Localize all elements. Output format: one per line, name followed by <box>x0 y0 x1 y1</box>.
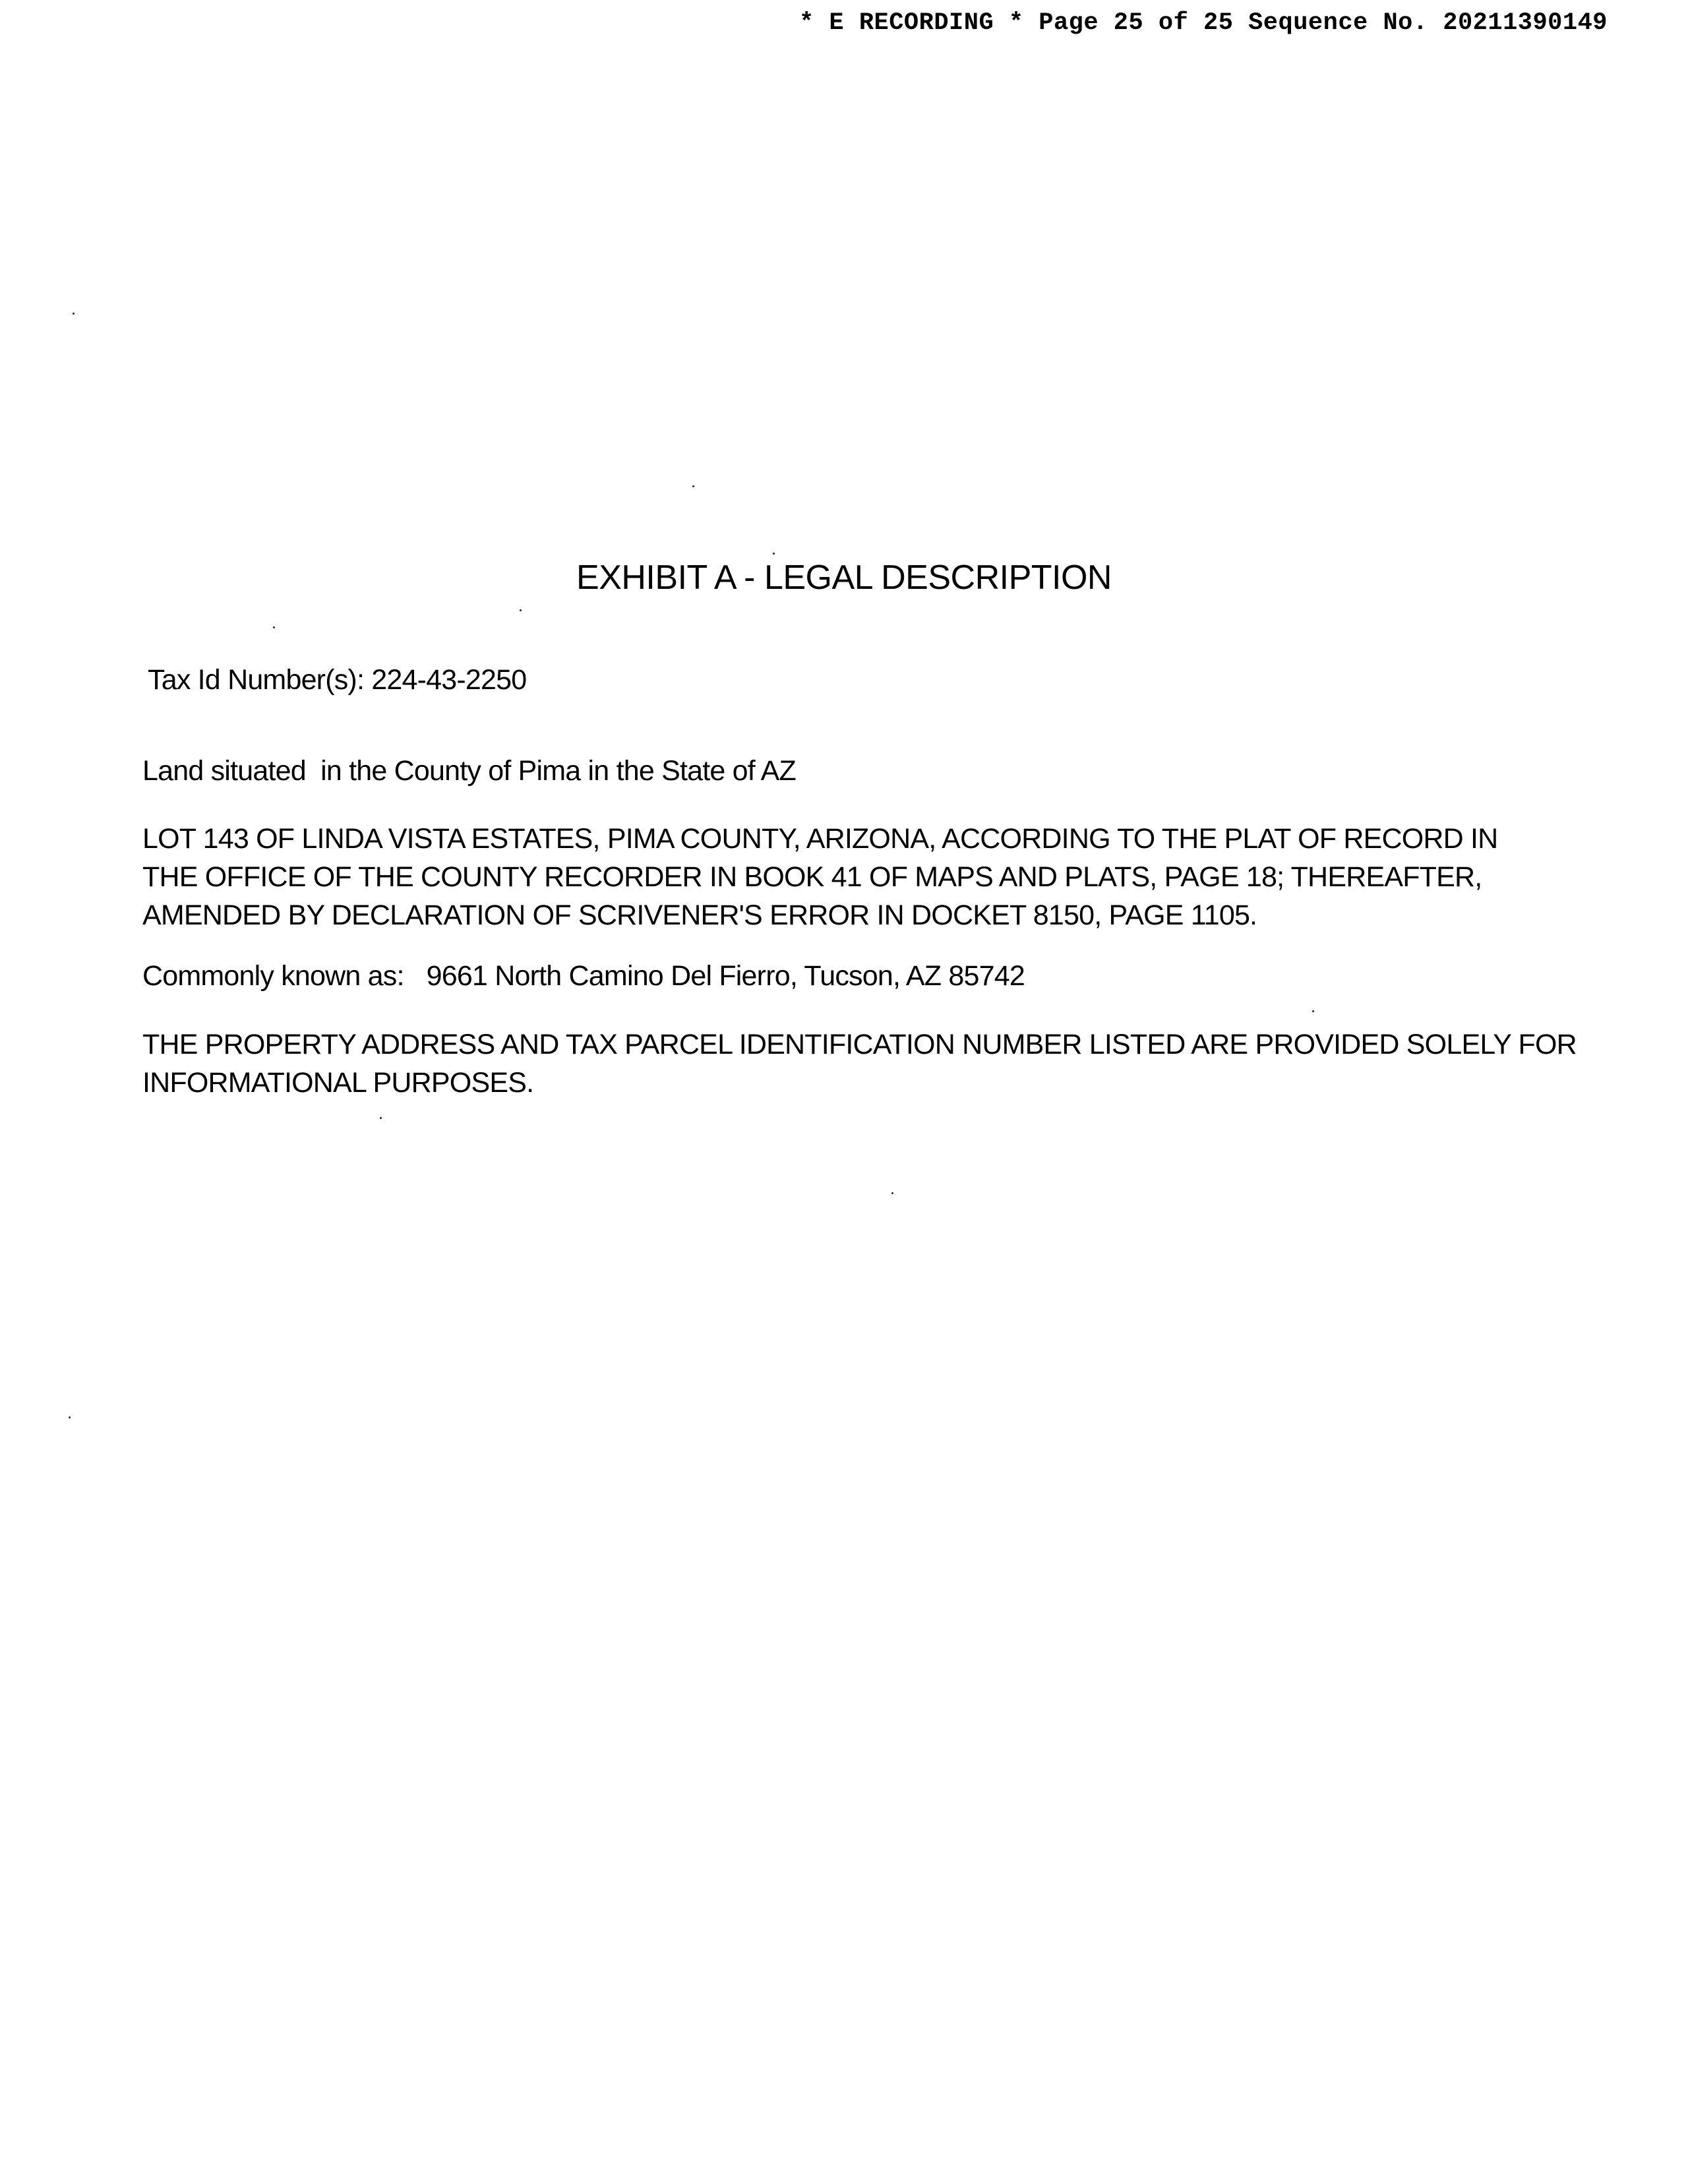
scan-speck <box>380 1117 382 1119</box>
scan-speck <box>1312 1010 1314 1012</box>
legal-description-line: AMENDED BY DECLARATION OF SCRIVENER'S ERROR IN DOCKET 8150, PAGE 1105. <box>142 899 1257 931</box>
scan-speck <box>520 609 522 611</box>
scan-speck <box>891 1192 893 1194</box>
disclaimer-line: INFORMATIONAL PURPOSES. <box>142 1067 534 1099</box>
property-address: 9661 North Camino Del Fierro, Tucson, AZ 85742 <box>426 960 1025 992</box>
tax-id-label: Tax Id Number(s): <box>148 664 365 696</box>
legal-description-line: LOT 143 OF LINDA VISTA ESTATES, PIMA COUNTY, ARIZONA, ACCORDING TO THE PLAT OF RECORD IN <box>142 823 1498 855</box>
page-title: EXHIBIT A - LEGAL DESCRIPTION <box>576 559 1112 597</box>
scan-speck <box>73 313 75 315</box>
disclaimer-line: THE PROPERTY ADDRESS AND TAX PARCEL IDENTIFICATION NUMBER LISTED ARE PROVIDED SOLELY FOR <box>142 1029 1577 1060</box>
legal-description-line: THE OFFICE OF THE COUNTY RECORDER IN BOOK 41 OF MAPS AND PLATS, PAGE 18; THEREAFTER, <box>142 861 1482 893</box>
legal-description <box>142 820 1534 934</box>
scan-speck <box>273 626 275 628</box>
commonly-known-line <box>142 957 1025 995</box>
recording-stamp: * E RECORDING * Page 25 of 25 Sequence No. 20211390149 <box>799 9 1608 37</box>
tax-id-line <box>148 661 526 699</box>
scan-speck <box>773 553 775 555</box>
land-situated-text: Land situated in the County of Pima in the State of AZ <box>142 755 797 787</box>
scan-speck <box>69 1416 71 1418</box>
commonly-known-label: Commonly known as: <box>142 960 404 992</box>
disclaimer <box>142 1025 1577 1102</box>
tax-id-value: 224-43-2250 <box>371 664 527 696</box>
scan-speck <box>692 485 694 487</box>
